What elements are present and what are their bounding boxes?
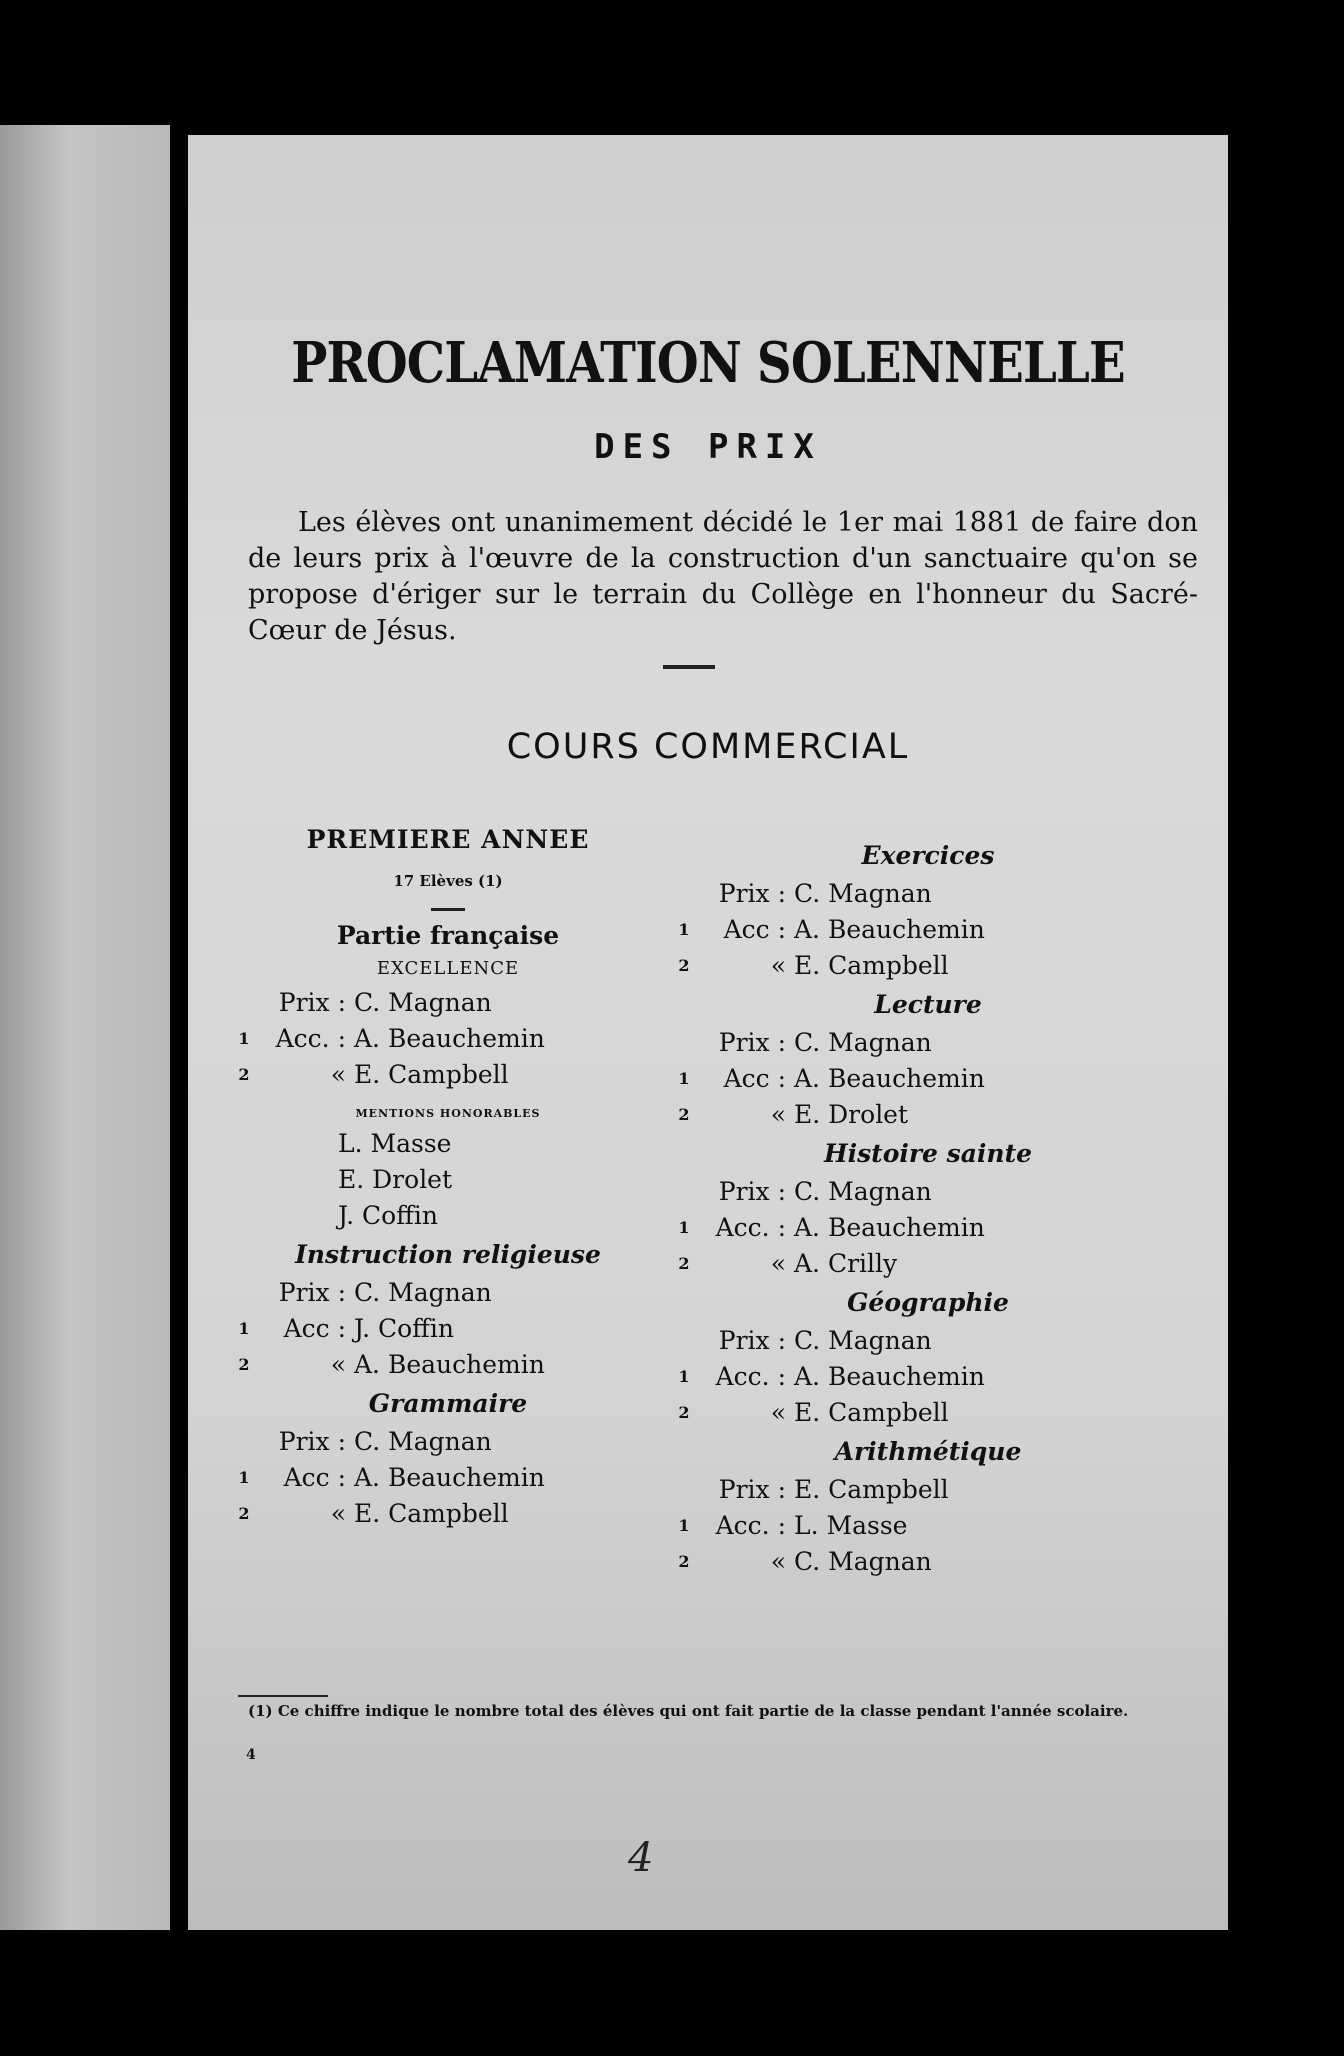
- footnote-rule: [238, 1695, 328, 1697]
- prize-row: [668, 1472, 1188, 1508]
- prize-winner: A. Beauchemin: [354, 1024, 545, 1053]
- grammaire-list: [228, 1424, 668, 1532]
- prize-row: [228, 1496, 668, 1532]
- prize-rank: 2: [678, 1552, 690, 1571]
- prize-row: [668, 1210, 1188, 1246]
- prize-label: Acc. :: [715, 1362, 786, 1391]
- prize-label: Prix :: [278, 988, 346, 1017]
- prize-row: [668, 1097, 1188, 1133]
- prize-winner: A. Beauchemin: [794, 1213, 985, 1242]
- prize-row: [668, 876, 1188, 912]
- prize-row: [668, 1508, 1188, 1544]
- prize-rank: [668, 876, 700, 912]
- geographie-list: [668, 1323, 1188, 1431]
- prize-winner: C. Magnan: [794, 879, 932, 908]
- subject-heading: Exercices: [861, 841, 995, 870]
- prize-row: [228, 1460, 668, 1496]
- intro-text: Les élèves ont unanimement décidé le 1er mai 1881 de faire don de leurs prix à l'œuvre de la construction d'un sanctuaire qu'on se propose d'ériger sur le terrain du Collège en l'honneur du Sacré-Cœur de Jésus.: [248, 507, 1198, 646]
- prize-winner: J. Coffin: [354, 1314, 455, 1343]
- prize-winner: C. Magnan: [354, 1427, 492, 1456]
- section-heading: COURS COMMERCIAL: [506, 727, 910, 767]
- prize-winner: A. Beauchemin: [354, 1463, 545, 1492]
- prize-row: [668, 1395, 1188, 1431]
- prize-row: [668, 1025, 1188, 1061]
- prize-rank: 1: [678, 1069, 690, 1088]
- prize-row: [228, 1311, 668, 1347]
- prize-row: [668, 1544, 1188, 1580]
- prize-winner: A. Crilly: [794, 1249, 898, 1278]
- prize-label: Acc :: [723, 915, 786, 944]
- document-page: [188, 135, 1228, 1930]
- prize-row: [668, 1359, 1188, 1395]
- student-count: 17 Elèves (1): [393, 872, 503, 890]
- mention-name: L. Masse: [338, 1129, 452, 1158]
- prize-rank: 1: [678, 920, 690, 939]
- prize-winner: C. Magnan: [794, 1028, 932, 1057]
- exercices-list: [668, 876, 1188, 984]
- prize-label: Prix :: [718, 879, 786, 908]
- prize-label: Prix :: [718, 1028, 786, 1057]
- prize-label: «: [770, 1249, 786, 1278]
- prize-row: [228, 1275, 668, 1311]
- prize-winner: C. Magnan: [794, 1177, 932, 1206]
- prize-row: [668, 1061, 1188, 1097]
- handwritten-page-number: 4: [628, 1835, 654, 1881]
- prize-winner: E. Campbell: [794, 951, 949, 980]
- left-column: [228, 825, 668, 1532]
- lecture-list: [668, 1025, 1188, 1133]
- prize-label: Prix :: [278, 1278, 346, 1307]
- prize-winner: C. Magnan: [794, 1547, 932, 1576]
- prize-winner: A. Beauchemin: [794, 1064, 985, 1093]
- intro-paragraph: [248, 505, 1198, 649]
- prize-label: Acc. :: [715, 1511, 786, 1540]
- prize-row: [228, 1347, 668, 1383]
- prize-label: Prix :: [718, 1326, 786, 1355]
- prize-winner: E. Campbell: [354, 1060, 509, 1089]
- prize-rank: 2: [238, 1355, 250, 1374]
- page-subtitle: DES PRIX: [594, 427, 822, 467]
- mentions-list: [228, 1126, 668, 1234]
- prize-rank: 2: [238, 1065, 250, 1084]
- prize-label: «: [330, 1060, 346, 1089]
- arithmetique-list: [668, 1472, 1188, 1580]
- page-title: PROCLAMATION SOLENNELLE: [291, 330, 1125, 396]
- subject-heading: Grammaire: [368, 1389, 528, 1418]
- prize-rank: 1: [238, 1319, 250, 1338]
- subject-heading: Arithmétique: [834, 1437, 1022, 1466]
- mention-name: E. Drolet: [338, 1165, 453, 1194]
- section-divider: [663, 665, 715, 669]
- prize-label: Acc. :: [715, 1213, 786, 1242]
- prize-row: [228, 1057, 668, 1093]
- prize-row: [668, 912, 1188, 948]
- prize-label: Prix :: [718, 1475, 786, 1504]
- subject-heading: Histoire sainte: [823, 1139, 1033, 1168]
- mentions-heading: MENTIONS HONORABLES: [355, 1107, 541, 1120]
- prize-rank: 2: [678, 1105, 690, 1124]
- prize-winner: A. Beauchemin: [794, 1362, 985, 1391]
- prize-winner: A. Beauchemin: [354, 1350, 545, 1379]
- prize-rank: 1: [678, 1218, 690, 1237]
- histoire-list: [668, 1174, 1188, 1282]
- prize-winner: E. Drolet: [794, 1100, 909, 1129]
- prize-row: [668, 1174, 1188, 1210]
- prize-winner: L. Masse: [794, 1511, 908, 1540]
- prize-label: «: [770, 1398, 786, 1427]
- prize-label: «: [330, 1350, 346, 1379]
- prize-rank: 1: [238, 1029, 250, 1048]
- prize-label: «: [770, 1100, 786, 1129]
- prize-label: «: [770, 951, 786, 980]
- prize-winner: A. Beauchemin: [794, 915, 985, 944]
- page-number: 4: [246, 1747, 256, 1763]
- prize-rank: [668, 1025, 700, 1061]
- prize-rank: 2: [238, 1504, 250, 1523]
- prize-winner: E. Campbell: [794, 1398, 949, 1427]
- prize-winner: C. Magnan: [794, 1326, 932, 1355]
- footnote: (1) Ce chiffre indique le nombre total des élèves qui ont fait partie de la classe pendant l'année scolaire.: [248, 1702, 1129, 1720]
- prize-winner: C. Magnan: [354, 988, 492, 1017]
- dash-divider: [431, 908, 465, 911]
- prize-row: [668, 1246, 1188, 1282]
- prize-label: «: [330, 1499, 346, 1528]
- mention-name: J. Coffin: [338, 1201, 439, 1230]
- prize-rank: [668, 1472, 700, 1508]
- subject-heading: Lecture: [874, 990, 982, 1019]
- excellence-list: [228, 985, 668, 1093]
- prize-row: [668, 948, 1188, 984]
- prize-label: Acc :: [723, 1064, 786, 1093]
- prize-rank: [228, 1275, 260, 1311]
- prize-winner: C. Magnan: [354, 1278, 492, 1307]
- prize-label: Prix :: [278, 1427, 346, 1456]
- prize-label: Acc :: [283, 1314, 346, 1343]
- prize-label: Prix :: [718, 1177, 786, 1206]
- prize-row: [668, 1323, 1188, 1359]
- prize-row: [228, 985, 668, 1021]
- year-heading: PREMIERE ANNEE: [306, 825, 590, 854]
- subject-heading: Géographie: [847, 1288, 1009, 1317]
- prize-rank: [228, 985, 260, 1021]
- subject-heading: Instruction religieuse: [295, 1240, 601, 1269]
- prize-rank: [668, 1323, 700, 1359]
- prize-rank: 1: [678, 1516, 690, 1535]
- prize-rank: 2: [678, 956, 690, 975]
- prize-winner: E. Campbell: [354, 1499, 509, 1528]
- adjacent-page-edge: [0, 125, 170, 1930]
- prize-rank: [228, 1424, 260, 1460]
- prize-rank: 2: [678, 1403, 690, 1422]
- prize-rank: [668, 1174, 700, 1210]
- right-column: [668, 835, 1188, 1580]
- prize-row: [228, 1424, 668, 1460]
- prize-rank: 1: [678, 1367, 690, 1386]
- prize-label: Acc. :: [275, 1024, 346, 1053]
- prize-label: Acc :: [283, 1463, 346, 1492]
- excellence-heading: EXCELLENCE: [376, 958, 520, 979]
- prize-rank: 2: [678, 1254, 690, 1273]
- partie-heading: Partie française: [336, 921, 560, 950]
- prize-rank: 1: [238, 1468, 250, 1487]
- prize-winner: E. Campbell: [794, 1475, 949, 1504]
- instruction-list: [228, 1275, 668, 1383]
- prize-row: [228, 1021, 668, 1057]
- prize-label: «: [770, 1547, 786, 1576]
